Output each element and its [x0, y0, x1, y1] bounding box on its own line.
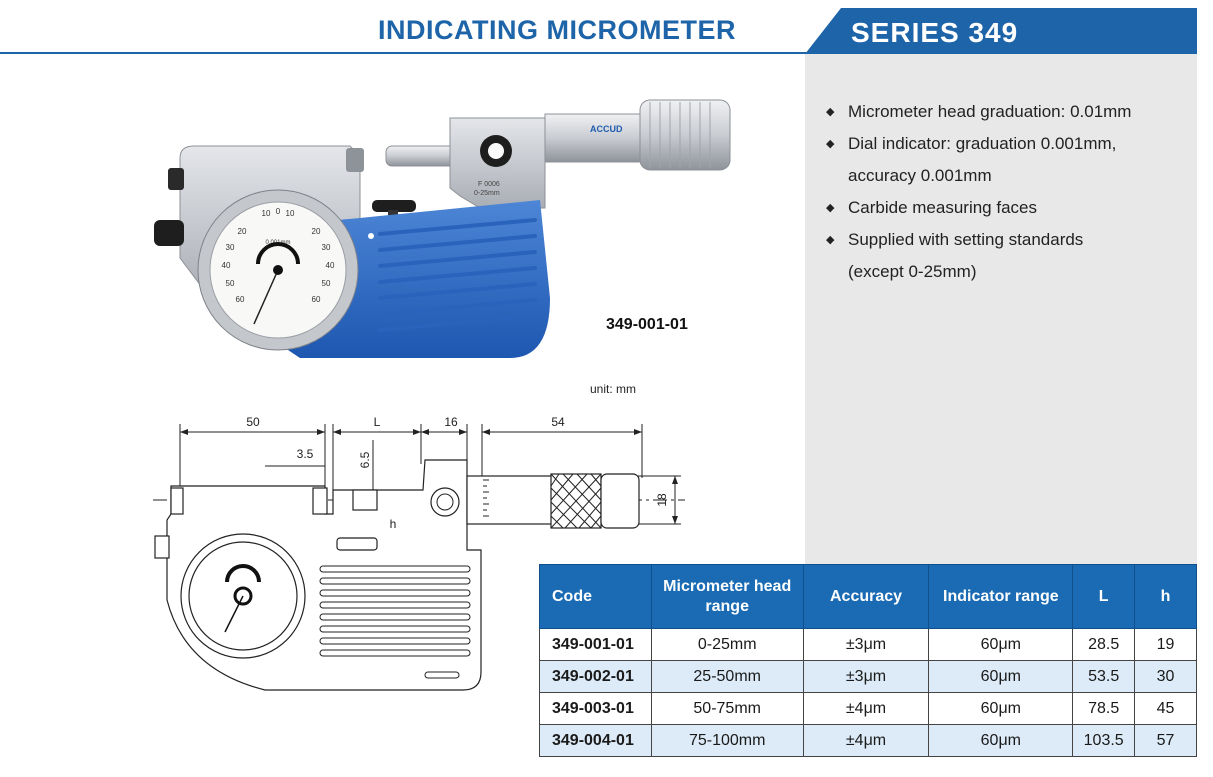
dim-3-5: 3.5: [296, 447, 314, 461]
header-indicator-range: Indicator range: [929, 565, 1073, 629]
model-label: 349-001-01: [606, 316, 688, 333]
dial-left-num-1: 20: [237, 227, 247, 236]
table-row: [540, 629, 1197, 661]
cell-accuracy: ±4μm: [803, 693, 929, 725]
diamond-bullet-icon: ◆: [826, 138, 835, 150]
header-range: Micrometer head range: [651, 565, 803, 629]
frame-marking-2: 0-25mm: [474, 190, 500, 197]
cell-h: 19: [1135, 629, 1197, 661]
dial-right-num-2: 30: [321, 243, 331, 252]
diamond-bullet-icon: ◆: [826, 234, 835, 246]
cell-range: 25-50mm: [651, 661, 803, 693]
diamond-bullet-icon: ◆: [826, 202, 835, 214]
dial-top-num-1: 10: [261, 209, 271, 218]
dial-left-num-2: 30: [225, 243, 235, 252]
cell-h: 57: [1135, 725, 1197, 757]
cell-L: 103.5: [1073, 725, 1135, 757]
cell-code: 349-001-01: [540, 629, 652, 661]
feature-text: Supplied with setting standards: [848, 230, 1084, 249]
dim-6-5: 6.5: [358, 451, 372, 469]
feature-text: Carbide measuring faces: [848, 198, 1037, 217]
cell-code: 349-004-01: [540, 725, 652, 757]
cell-accuracy: ±4μm: [803, 725, 929, 757]
cell-L: 53.5: [1073, 661, 1135, 693]
dim-18: 18: [655, 493, 669, 507]
table-body: [540, 629, 1197, 757]
feature-item: [826, 128, 1186, 160]
table-row: [540, 725, 1197, 757]
cell-indicator-range: 60μm: [929, 693, 1073, 725]
dial-unit: 0.001mm: [265, 240, 291, 246]
feature-list: [826, 96, 1186, 288]
header-h: h: [1135, 565, 1197, 629]
header-accuracy: Accuracy: [803, 565, 929, 629]
cell-accuracy: ±3μm: [803, 661, 929, 693]
cell-h: 45: [1135, 693, 1197, 725]
spec-table: [539, 564, 1197, 757]
dial-left-num-4: 50: [225, 279, 235, 288]
dim-50: 50: [246, 415, 260, 429]
table-header-row: [540, 565, 1197, 629]
cell-range: 75-100mm: [651, 725, 803, 757]
dim-16: 16: [444, 415, 458, 429]
dial-right-num-3: 40: [325, 261, 335, 270]
feature-item: [826, 224, 1186, 256]
dial-right-num-1: 20: [311, 227, 321, 236]
dial-right-num-5: 60: [311, 295, 321, 304]
dim-L: L: [373, 415, 381, 429]
feature-text: Dial indicator: graduation 0.001mm,: [848, 134, 1117, 153]
cell-indicator-range: 60μm: [929, 725, 1073, 757]
cell-indicator-range: 60μm: [929, 629, 1073, 661]
feature-item: [826, 160, 1186, 192]
diamond-bullet-icon: ◆: [826, 106, 835, 118]
header-code: Code: [540, 565, 652, 629]
cell-range: 50-75mm: [651, 693, 803, 725]
feature-item: [826, 192, 1186, 224]
dim-h: h: [389, 517, 397, 531]
cell-code: 349-003-01: [540, 693, 652, 725]
table-row: [540, 661, 1197, 693]
brand-logo: ACCUD: [590, 124, 623, 134]
feature-item: [826, 256, 1186, 288]
cell-accuracy: ±3μm: [803, 629, 929, 661]
dial-top-num-3: 10: [285, 209, 295, 218]
cell-range: 0-25mm: [651, 629, 803, 661]
series-tab: [805, 8, 1197, 54]
cell-L: 28.5: [1073, 629, 1135, 661]
feature-text: (except 0-25mm): [848, 262, 977, 281]
cell-h: 30: [1135, 661, 1197, 693]
table-row: [540, 693, 1197, 725]
frame-marking-1: F 0006: [478, 181, 500, 188]
dial-left-num-3: 40: [221, 261, 231, 270]
dial-left-num-5: 60: [235, 295, 245, 304]
dim-54: 54: [551, 415, 565, 429]
cell-indicator-range: 60μm: [929, 661, 1073, 693]
unit-label: unit: mm: [590, 382, 637, 396]
page-title: INDICATING MICROMETER: [378, 15, 736, 45]
series-label: SERIES 349: [851, 17, 1019, 48]
feature-text: Micrometer head graduation: 0.01mm: [848, 102, 1132, 121]
cell-L: 78.5: [1073, 693, 1135, 725]
feature-item: [826, 96, 1186, 128]
dial-top-num-2: 0: [275, 207, 281, 216]
feature-text: accuracy 0.001mm: [848, 166, 992, 185]
header-L: L: [1073, 565, 1135, 629]
cell-code: 349-002-01: [540, 661, 652, 693]
dial-right-num-4: 50: [321, 279, 331, 288]
